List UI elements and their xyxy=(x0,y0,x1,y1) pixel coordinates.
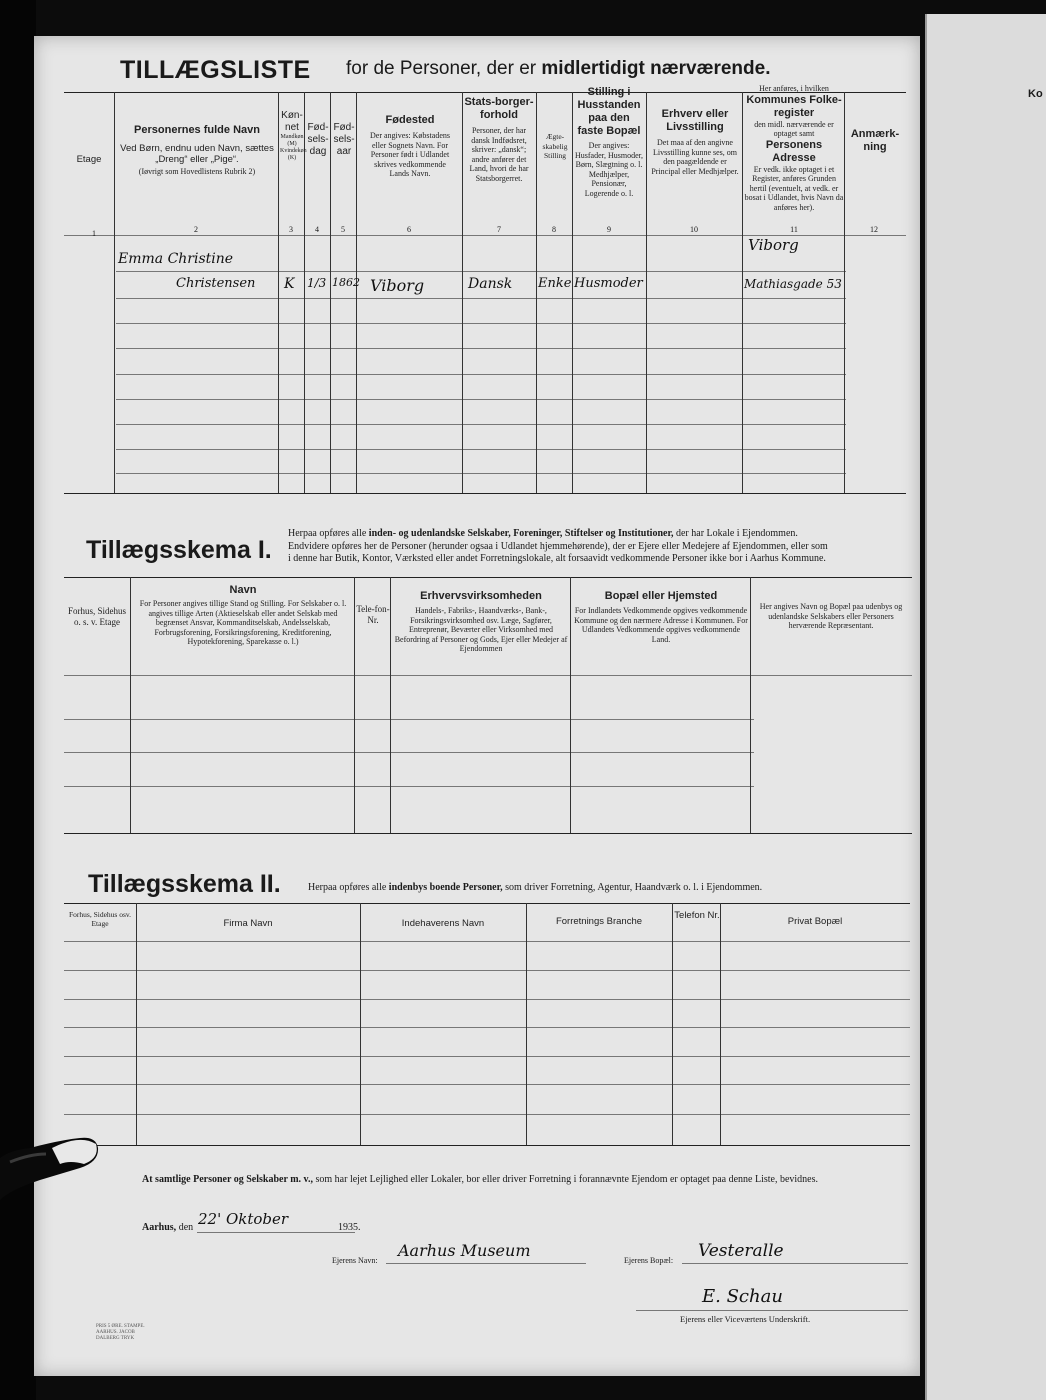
skema1-row-rule xyxy=(64,752,754,753)
skema1-col-bopael: Bopæl eller Hjemsted For Indlandets Vedkommende opgives vedkommende Kommune og den nærmere Adresse i Kommunen. For Udlandets Vedkommende opgives vedkommende Land. xyxy=(574,590,748,644)
skema2-col-telefon: Telefon Nr. xyxy=(674,910,720,921)
skema1-header-rule xyxy=(64,675,912,676)
col-number: 12 xyxy=(870,225,878,234)
adjacent-page-label: Ko xyxy=(1028,88,1043,100)
skema1-col-telefon: Tele-fon-Nr. xyxy=(356,604,390,625)
signature-line xyxy=(636,1310,908,1311)
entry-adresse: Mathiasgade 53 xyxy=(744,277,842,291)
skema1-desc-line2: Endvidere opføres her de Personer (herunder ogsaa i Udlandet hjemmehørende), der er Ejere eller Medejere af Ejendommen, eller som xyxy=(288,540,828,552)
col-number: 11 xyxy=(790,225,798,234)
col-erhverv: Erhverv eller Livsstilling Det maa af den angivne Livsstilling kunne ses, om den paagældende er Principal eller Medhjælper. xyxy=(651,108,739,176)
footer-city: Aarhus, den xyxy=(142,1222,194,1233)
col-number: 3 xyxy=(289,225,293,234)
table1-row-rule xyxy=(116,374,846,375)
col-stilling: Stilling i Husstanden paa den faste Bopæl Der angives: Husfader, Husmoder, Børn, Slægtning o. l. Medhjælper, Pensionær, Logerende o. l. xyxy=(574,86,643,198)
paper-clip-icon xyxy=(0,1130,100,1200)
entry-foedested: Viborg xyxy=(370,276,425,295)
skema1-desc-line3: i denne har Butik, Kontor, Værksted eller andet Forretningslokale, alt forsaavidt vedkommende Personer ikke bor i Aarhus Kommune. xyxy=(288,553,826,564)
col-number: 10 xyxy=(690,225,698,234)
skema2-col-indehaver: Indehaverens Navn xyxy=(401,918,485,929)
col-number: 5 xyxy=(341,225,345,234)
col-number: 1 xyxy=(92,229,96,238)
table1-row-rule xyxy=(116,473,846,474)
skema2-row-rule xyxy=(64,1114,910,1115)
entry-foedselsaar: 1862 xyxy=(332,276,360,289)
col-foedselsdag: Fød-sels-dag xyxy=(307,122,329,157)
skema1-row-rule xyxy=(64,786,754,787)
ejer-navn-label: Ejerens Navn: xyxy=(332,1256,378,1265)
skema1-description xyxy=(288,528,912,566)
skema2-row-rule xyxy=(64,1056,910,1057)
col-number: 8 xyxy=(552,225,556,234)
col-anmaerkning: Anmærk-ning xyxy=(850,128,900,153)
table1-col-rule xyxy=(462,92,463,493)
ejer-navn-line xyxy=(386,1263,586,1264)
table1-col-rule xyxy=(330,92,331,493)
skema1-col-navn: Navn For Personer angives tillige Stand og Stilling. For Selskaber o. l. angives tillige Arten (Aktieselskab eller andet Selskab med begrænset Ansvar, Kommanditselskab, Andelsselskab, Forbrugsforening, Forsikringsforening, Kreditforening, Hypotekforening, Sparekasse o. l.) xyxy=(139,584,347,646)
table1-row-rule xyxy=(116,348,846,349)
skema1-bottom-rule xyxy=(64,833,912,834)
table1-col-rule xyxy=(844,92,845,493)
col-number: 6 xyxy=(407,225,411,234)
skema1-col-erhverv: Erhvervsvirksomheden Handels-, Fabriks-, Haandværks-, Bank-, Forsikringsvirksomhed osv. Læge, Sagfører, Entreprenør, Beværter eller Virksomhed med Befordring af Personer og Gods, Ejer eller Medejer af Ejendommen xyxy=(394,590,568,653)
form-subtitle xyxy=(346,58,771,80)
skema1-col-rule xyxy=(354,577,355,833)
table1-col-rule xyxy=(278,92,279,493)
form-page xyxy=(34,36,920,1376)
entry-kommune: Viborg xyxy=(748,236,799,254)
table1-row-rule xyxy=(116,298,846,299)
entry-stilling: Husmoder xyxy=(574,276,643,291)
skema1-col-rule xyxy=(390,577,391,833)
skema2-row-rule xyxy=(64,999,910,1000)
col-etage: Etage xyxy=(76,154,102,165)
col-navn: Personernes fulde Navn Ved Børn, endnu uden Navn, sættes „Dreng“ eller „Pige“. (Iøvrigt som Hovedlistens Rubrik 2) xyxy=(120,124,274,176)
skema2-col-rule xyxy=(136,903,137,1145)
ejer-bopael-label: Ejerens Bopæl: xyxy=(624,1256,674,1265)
col-foedselsaar: Fød-sels-aar xyxy=(333,122,355,157)
entry-aegte: Enke xyxy=(538,276,572,291)
entry-name-line1: Emma Christine xyxy=(118,251,234,267)
skema2-col-branche: Forretnings Branche xyxy=(555,916,643,927)
entry-koen: K xyxy=(284,276,295,292)
form-subtitle-bold: midlertidigt nærværende. xyxy=(541,58,771,79)
skema2-col-firma: Firma Navn xyxy=(223,918,273,929)
skema2-description: Herpaa opføres alle indenbys boende Personer, som driver Forretning, Agentur, Haandværk o. l. i Ejendommen. xyxy=(308,882,763,893)
col-kommune: Her anføres, i hvilken Kommunes Folke-register den midl. nærværende er optaget samt Personens Adresse Er vedk. ikke optaget i et Register, anføres Grunden hertil (eventuelt, at vedk. er bosat i Udlandet, hvis Navn da anføres her). xyxy=(744,84,844,212)
adjacent-page xyxy=(925,14,1046,1400)
skema1-col-rule xyxy=(570,577,571,833)
table1-col-rule xyxy=(536,92,537,493)
ejer-bopael-line xyxy=(682,1263,908,1264)
skema2-header-rule xyxy=(64,941,910,942)
date-handwritten: 22' Oktober xyxy=(198,1210,289,1228)
col-number: 9 xyxy=(607,225,611,234)
skema2-row-rule xyxy=(64,1027,910,1028)
skema2-col-rule xyxy=(720,903,721,1145)
skema2-col-rule xyxy=(360,903,361,1145)
table1-bottom-rule xyxy=(64,493,906,494)
skema2-top-rule xyxy=(64,903,910,904)
entry-foedselsdag: 1/3 xyxy=(307,276,327,290)
skema2-col-rule xyxy=(526,903,527,1145)
skema1-title: Tillægsskema I. xyxy=(86,536,272,564)
col-koen: Køn-net Mandkøn (M) Kvindekøn (K) xyxy=(280,110,307,161)
col-number: 4 xyxy=(315,225,319,234)
skema1-col-repraesentant: Her angives Navn og Bopæl paa udenbys og udenlandske Selskabers eller Personers herværende Repræsentant. xyxy=(759,602,903,630)
skema1-row-rule xyxy=(64,719,754,720)
table1-col-rule xyxy=(646,92,647,493)
table1-row-rule xyxy=(116,424,846,425)
entry-stats: Dansk xyxy=(468,276,513,292)
skema1-col-forhus: Forhus, Sidehus o. s. v. Etage xyxy=(67,606,126,627)
skema2-col-privat: Privat Bopæl xyxy=(787,916,843,927)
printer-imprint: PRIS 5 ØRE. STAMPE. AARHUS. JACOB DALBERG TRYK xyxy=(96,1324,145,1341)
table1-row-rule xyxy=(116,323,846,324)
footer-year: 1935. xyxy=(338,1222,361,1233)
skema2-title: Tillægsskema II. xyxy=(88,870,281,898)
skema1-top-rule xyxy=(64,577,912,578)
form-subtitle-prefix: for de Personer, der er xyxy=(346,58,537,79)
ejer-navn-handwritten: Aarhus Museum xyxy=(398,1241,531,1260)
footer-statement: At samtlige Personer og Selskaber m. v., som har lejet Lejlighed eller Lokaler, bor eller driver Forretning i forannævnte Ejendom er optaget paa denne Liste, bevidnes. xyxy=(142,1174,818,1185)
skema2-row-rule xyxy=(64,970,910,971)
table1-col-rule xyxy=(356,92,357,493)
skema1-desc-line1: Herpaa opføres alle inden- og udenlandske Selskaber, Foreninger, Stiftelser og Institutioner, der har Lokale i Ejendommen. xyxy=(288,528,798,539)
skema2-row-rule xyxy=(64,1084,910,1085)
table1-row-rule xyxy=(116,449,846,450)
table1-col-rule xyxy=(572,92,573,493)
col-foedested: Fødested Der angives: Købstadens eller Sognets Navn. For Personer født i Udlandet skrives vedkommende Lands Navn. xyxy=(370,114,450,178)
table1-row-rule xyxy=(116,271,846,272)
form-title: TILLÆGSLISTE xyxy=(120,56,311,84)
skema1-col-rule xyxy=(750,577,751,833)
col-aegte: Ægte-skabelig Stilling xyxy=(542,132,568,160)
col-number: 7 xyxy=(497,225,501,234)
col-number: 2 xyxy=(194,225,198,234)
col-stats: Stats-borger-forhold Personer, der har dansk Indfødsret, skriver: „dansk“; andre anfører det Land, hvori de har Statsborgerret. xyxy=(464,96,534,183)
ejer-bopael-handwritten: Vesteralle xyxy=(698,1241,784,1261)
date-line xyxy=(197,1232,355,1233)
skema2-col-rule xyxy=(672,903,673,1145)
skema2-bottom-rule xyxy=(64,1145,910,1146)
table1-col-rule xyxy=(742,92,743,493)
skema1-col-rule xyxy=(130,577,131,833)
table1-row-rule xyxy=(116,399,846,400)
signature-label: Ejerens eller Viceværtens Underskrift. xyxy=(680,1314,811,1324)
signature-handwritten: E. Schau xyxy=(702,1286,783,1307)
entry-name-line2: Christensen xyxy=(176,276,256,291)
table1-col-rule xyxy=(114,92,115,493)
skema2-col-forhus: Forhus, Sidehus osv. Etage xyxy=(68,910,132,928)
